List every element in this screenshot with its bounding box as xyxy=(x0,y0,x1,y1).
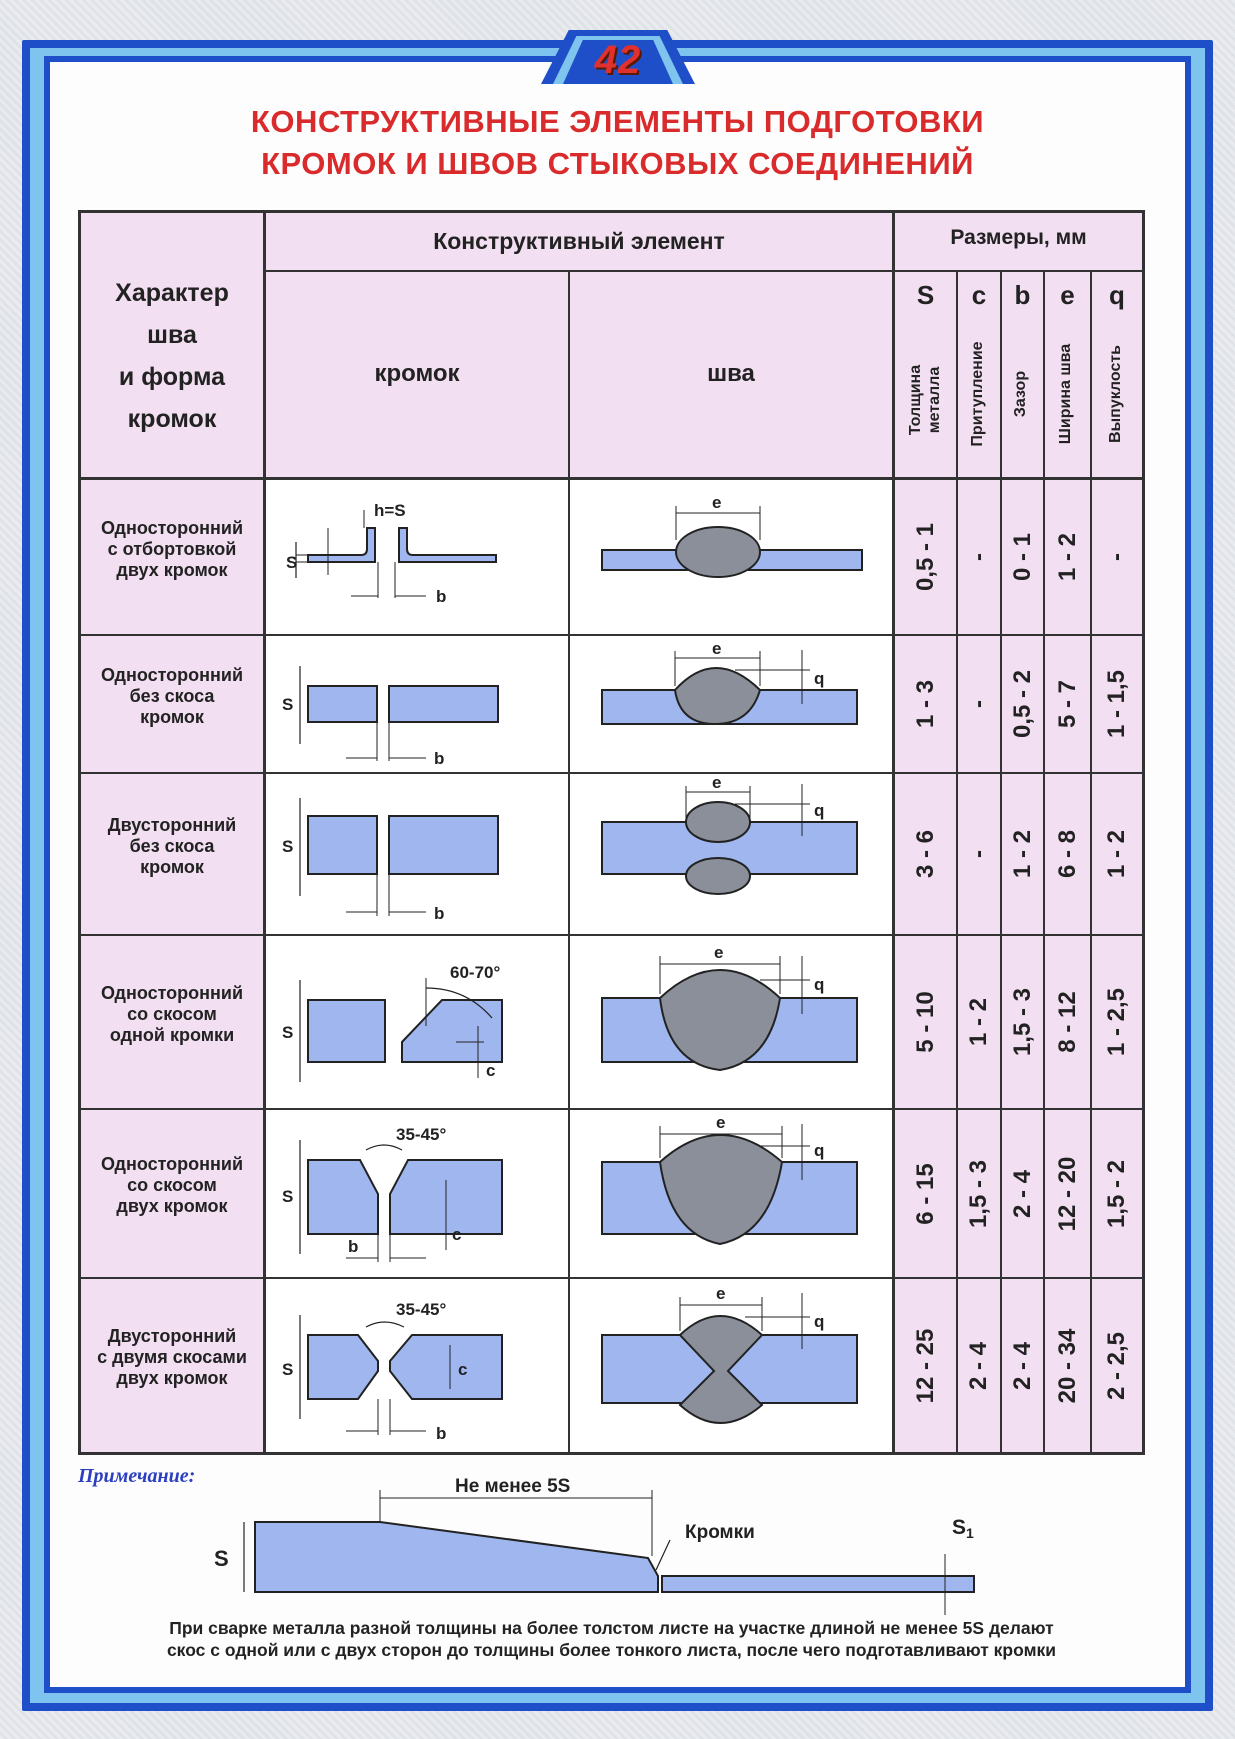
value-row-6-c: 2 - 4 xyxy=(965,1341,992,1390)
symbol-c: c xyxy=(971,280,987,310)
edge-diagram-row-2 xyxy=(266,636,568,772)
note-s-label: S xyxy=(214,1546,229,1571)
value-row-3-S: 3 - 6 xyxy=(911,829,939,879)
edge-diagram-row-1 xyxy=(266,480,568,634)
value-row-2-e: 5 - 7 xyxy=(1053,679,1081,729)
value-row-2-q: 1 - 1,5 xyxy=(1103,669,1130,739)
weld-diagram-row-6 xyxy=(570,1279,892,1452)
weld-label-q: q xyxy=(814,801,825,820)
edge-diagram-row-6 xyxy=(266,1279,568,1452)
weld-label-e: e xyxy=(716,1113,726,1132)
value-row-6-b: 2 - 4 xyxy=(1008,1341,1036,1390)
row-label-5: Односторонний со скосом двух кромок xyxy=(100,1154,244,1216)
name-thickness: Толщина металла xyxy=(907,364,943,436)
construction-table xyxy=(78,210,1145,1455)
weld-label-e: e xyxy=(712,639,722,658)
note-text: При сварке металла разной толщины на более толстом листе на участке длиной не менее 5S делают скос с одной или с двух сторон до толщины более тонкого листа, после чего подготавливают кромки xyxy=(166,1618,1057,1660)
note-edges-label: Кромки xyxy=(685,1522,755,1543)
value-row-6-q: 2 - 2,5 xyxy=(1103,1331,1130,1400)
value-row-2-S: 1 - 3 xyxy=(911,679,939,729)
value-row-2-c: - xyxy=(965,700,992,708)
value-row-1-b: 0 - 1 xyxy=(1008,532,1036,582)
header-element: Конструктивный элемент xyxy=(433,228,725,254)
edge-label-s: S xyxy=(282,1187,294,1206)
edge-label-b: b xyxy=(436,1424,447,1443)
edge-label-s: S xyxy=(282,1360,294,1379)
weld-label-e: e xyxy=(716,1284,726,1303)
value-row-2-b: 0,5 - 2 xyxy=(1008,669,1036,739)
value-row-1-S: 0,5 - 1 xyxy=(911,522,939,592)
value-row-3-b: 1 - 2 xyxy=(1008,829,1036,879)
row-label-3: Двусторонний без скоса кромок xyxy=(107,814,237,877)
row-label-6: Двусторонний с двумя скосами двух кромок xyxy=(97,1326,247,1388)
edge-label-s: S xyxy=(282,695,294,714)
name-gap: Зазор xyxy=(1012,370,1029,418)
note-diagram xyxy=(200,1470,1000,1615)
weld-label-q: q xyxy=(814,669,825,688)
symbol-b: b xyxy=(1014,280,1031,310)
title-line-2: КРОМОК И ШВОВ СТЫКОВЫХ СОЕДИНЕНИЙ xyxy=(261,146,974,181)
name-weld-width: Ширина шва xyxy=(1057,343,1074,445)
symbol-s: S xyxy=(916,280,935,310)
value-row-1-q: - xyxy=(1103,553,1130,561)
value-row-4-c: 1 - 2 xyxy=(965,997,992,1047)
value-row-5-e: 12 - 20 xyxy=(1053,1156,1081,1231)
row-label-1: Односторонний с отбортовкой двух кромок xyxy=(100,517,244,580)
page-number: 42 xyxy=(594,38,642,82)
edge-diagram-row-5 xyxy=(266,1110,568,1277)
header-edges: кромок xyxy=(374,360,460,387)
edge-label-b: b xyxy=(434,749,445,768)
value-row-4-S: 5 - 10 xyxy=(911,991,939,1053)
header-sizes: Размеры, мм xyxy=(950,226,1087,249)
symbol-e: e xyxy=(1060,280,1075,310)
edge-label-b: b xyxy=(434,904,445,923)
name-convexity: Выпуклость xyxy=(1107,344,1124,444)
weld-diagram-row-2 xyxy=(570,636,892,772)
edge-label-c: c xyxy=(458,1360,468,1379)
value-row-1-c: - xyxy=(965,553,992,561)
value-row-1-e: 1 - 2 xyxy=(1053,532,1081,582)
weld-label-e: e xyxy=(712,493,722,512)
value-row-4-q: 1 - 2,5 xyxy=(1103,987,1130,1057)
edge-diagram-row-4 xyxy=(266,936,568,1108)
edge-label-angle: 35-45° xyxy=(396,1300,447,1319)
value-row-6-e: 20 - 34 xyxy=(1053,1328,1081,1403)
note-title: Примечание: xyxy=(78,1465,196,1487)
value-row-4-b: 1,5 - 3 xyxy=(1008,987,1036,1057)
edge-label-angle: 35-45° xyxy=(396,1125,447,1144)
value-row-5-S: 6 - 15 xyxy=(911,1162,939,1225)
weld-diagram-row-3 xyxy=(570,774,892,934)
weld-diagram-row-4 xyxy=(570,936,892,1108)
edge-diagram-row-3 xyxy=(266,774,568,934)
edge-label-b: b xyxy=(436,587,447,606)
weld-label-q: q xyxy=(814,975,825,994)
edge-label-s: S xyxy=(282,837,294,856)
edge-label-b: b xyxy=(348,1237,359,1256)
note-dim-label: Не менее 5S xyxy=(455,1476,571,1497)
name-bluntness: Притупление xyxy=(969,341,986,447)
value-row-3-e: 6 - 8 xyxy=(1053,829,1081,879)
weld-label-e: e xyxy=(712,774,722,792)
value-row-6-S: 12 - 25 xyxy=(911,1328,939,1403)
value-row-5-q: 1,5 - 2 xyxy=(1103,1159,1130,1228)
weld-label-e: e xyxy=(714,943,724,962)
edge-label-c: c xyxy=(452,1225,462,1244)
header-weld: шва xyxy=(707,360,755,387)
value-row-3-c: - xyxy=(965,850,992,858)
weld-label-q: q xyxy=(814,1312,825,1331)
edge-label-s: S xyxy=(282,1023,294,1042)
value-row-5-b: 2 - 4 xyxy=(1008,1169,1036,1218)
edge-label-angle: 60-70° xyxy=(450,963,501,982)
weld-diagram-row-1 xyxy=(570,480,892,634)
header-character: Характер шва и форма кромок xyxy=(115,279,229,433)
value-row-5-c: 1,5 - 3 xyxy=(965,1159,992,1228)
weld-label-q: q xyxy=(814,1141,825,1160)
row-label-2: Односторонний без скоса кромок xyxy=(100,664,244,727)
symbol-q: q xyxy=(1109,280,1125,310)
weld-diagram-row-5 xyxy=(570,1110,892,1277)
value-row-3-q: 1 - 2 xyxy=(1103,829,1130,879)
row-label-4: Односторонний со скосом одной кромки xyxy=(100,982,244,1045)
title-line-1: КОНСТРУКТИВНЫЕ ЭЛЕМЕНТЫ ПОДГОТОВКИ xyxy=(250,104,985,139)
edge-label-h: h=S xyxy=(374,501,406,520)
edge-label-c: c xyxy=(486,1061,496,1080)
edge-label-s: S xyxy=(286,553,298,572)
value-row-4-e: 8 - 12 xyxy=(1053,991,1081,1053)
note-s1-label: S1 xyxy=(952,1516,974,1541)
